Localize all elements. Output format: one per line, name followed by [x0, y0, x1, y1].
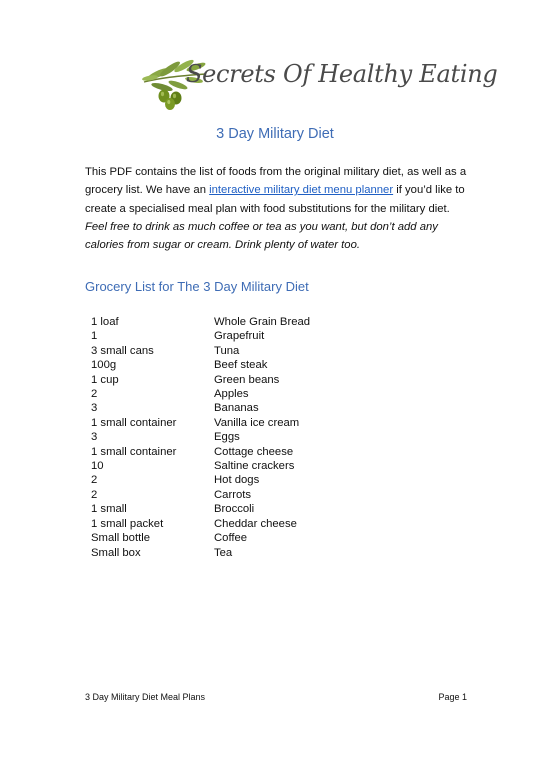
table-row — [91, 445, 310, 459]
table-row — [91, 546, 310, 560]
footer-title: 3 Day Military Diet Meal Plans — [85, 692, 206, 702]
table-row — [91, 329, 310, 343]
item-cell: Grapefruit — [214, 330, 265, 343]
quantity-cell: 2 — [91, 388, 98, 401]
document-title: 3 Day Military Diet — [216, 126, 334, 142]
table-row — [91, 459, 310, 473]
table-row — [91, 531, 310, 545]
intro-text-before: This PDF contains the list of foods from the original military diet, as well as a grocery list. We have an — [85, 166, 467, 197]
intro-text-after: if you’d like to create a specialised meal plan with food substitutions for the military diet. — [85, 184, 465, 215]
table-row — [91, 358, 310, 372]
intro-paragraph — [85, 163, 475, 218]
quantity-cell: 1 small container — [91, 445, 177, 458]
quantity-cell: 1 loaf — [91, 316, 119, 328]
quantity-cell: 3 small cans — [91, 344, 154, 357]
quantity-cell: Small bottle — [91, 532, 151, 545]
item-cell: Coffee — [214, 532, 248, 545]
table-row — [91, 416, 310, 430]
item-cell: Hot dogs — [214, 474, 260, 487]
quantity-cell: 2 — [91, 474, 98, 487]
quantity-cell: 1 small packet — [91, 517, 164, 530]
menu-planner-link[interactable]: interactive military diet menu planner — [209, 184, 394, 197]
quantity-cell: Small box — [91, 546, 141, 559]
table-row — [91, 315, 310, 329]
item-cell: Eggs — [214, 431, 240, 444]
quantity-cell: 1 — [91, 330, 98, 343]
item-cell: Saltine crackers — [214, 460, 295, 473]
item-cell: Bananas — [214, 402, 259, 415]
grocery-table — [91, 315, 310, 560]
quantity-cell: 3 — [91, 402, 98, 415]
logo-wordmark: Secrets Of Healthy Eating — [186, 60, 498, 88]
grocery-heading: Grocery List for The 3 Day Military Diet — [85, 279, 309, 294]
item-cell: Whole Grain Bread — [214, 316, 311, 328]
table-row — [91, 344, 310, 358]
table-row — [91, 517, 310, 531]
quantity-cell: 1 small — [91, 503, 127, 516]
quantity-cell: 100g — [91, 359, 117, 372]
item-cell: Beef steak — [214, 359, 268, 372]
site-logo — [140, 52, 498, 112]
table-row — [91, 387, 310, 401]
table-row — [91, 373, 310, 387]
quantity-cell: 1 cup — [91, 373, 119, 386]
quantity-cell: 2 — [91, 488, 98, 501]
quantity-cell: 1 small container — [91, 416, 177, 429]
table-row — [91, 401, 310, 415]
item-cell: Cheddar cheese — [214, 517, 297, 530]
item-cell: Vanilla ice cream — [214, 416, 300, 429]
item-cell: Tea — [214, 546, 233, 559]
page-number: Page 1 — [438, 692, 467, 702]
drink-note: Feel free to drink as much coffee or tea as you want, but don’t add any calories from sugar or cream. Drink plenty of water too. — [85, 221, 438, 252]
table-row — [91, 473, 310, 487]
item-cell: Broccoli — [214, 503, 255, 516]
quantity-cell: 3 — [91, 431, 98, 444]
item-cell: Carrots — [214, 488, 252, 501]
item-cell: Green beans — [214, 373, 280, 386]
table-row — [91, 488, 310, 502]
quantity-cell: 10 — [91, 460, 104, 473]
table-row — [91, 430, 310, 444]
table-row — [91, 502, 310, 516]
item-cell: Apples — [214, 388, 249, 401]
grocery-table-body — [91, 315, 310, 560]
item-cell: Cottage cheese — [214, 445, 294, 458]
item-cell: Tuna — [214, 344, 240, 357]
